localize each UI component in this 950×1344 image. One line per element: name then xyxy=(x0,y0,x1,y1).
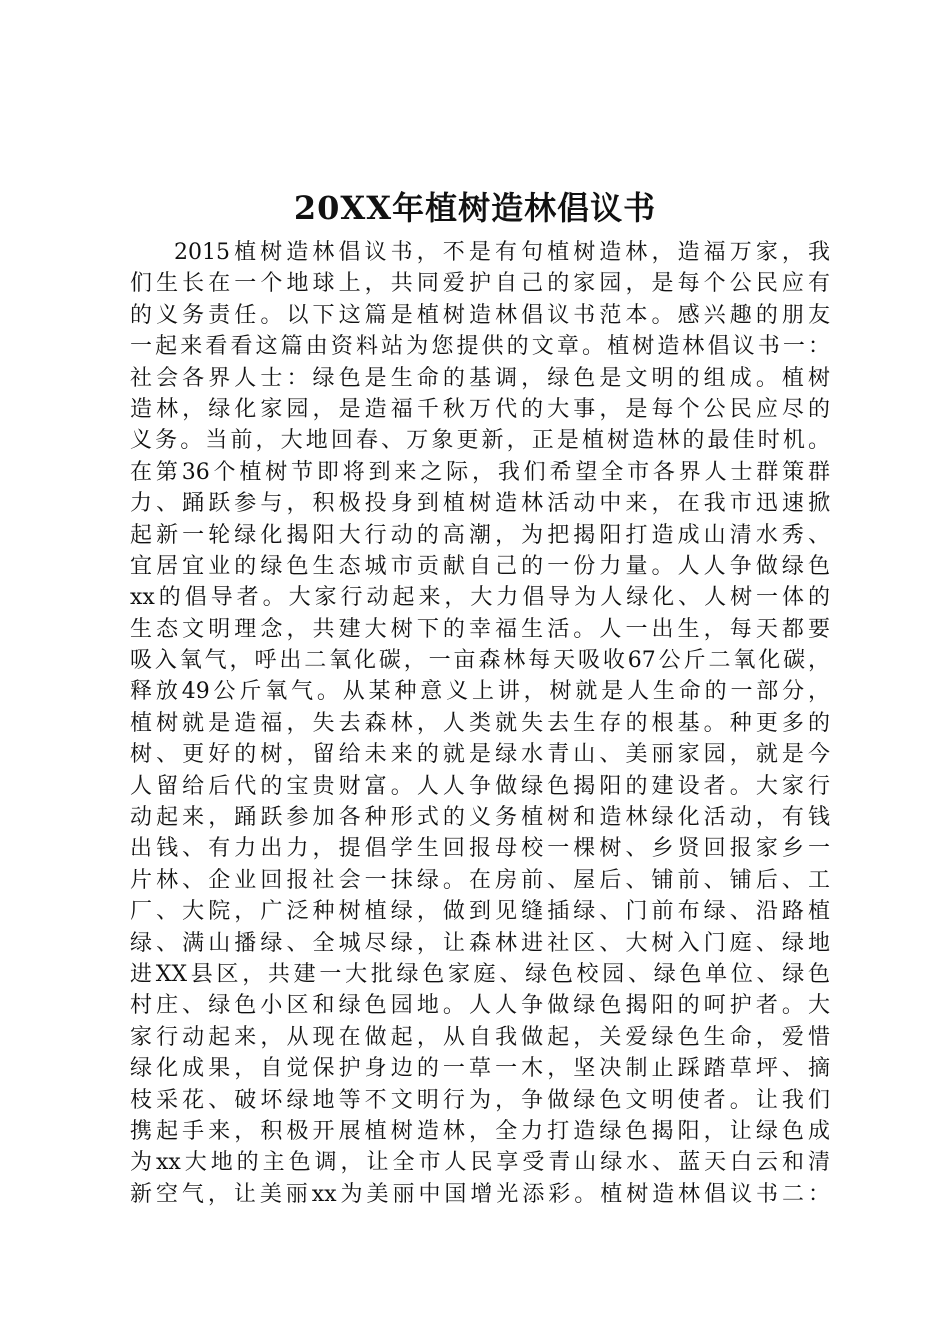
body-line: 生态文明理念，共建大树下的幸福生活。人一出生，每天都要 xyxy=(130,616,830,642)
body-line: 义务。当前，大地回春、万象更新，正是植树造林的最佳时机。 xyxy=(130,428,830,454)
body-line: 吸入氧气，呼出二氧化碳，一亩森林每天吸收67公斤二氧化碳， xyxy=(130,648,830,674)
body-line: 树、更好的树，留给未来的就是绿水青山、美丽家园，就是今 xyxy=(130,742,830,768)
body-line: 新空气，让美丽xx为美丽中国增光添彩。植树造林倡议书二： xyxy=(130,1181,830,1207)
body-line: 在第36个植树节即将到来之际，我们希望全市各界人士群策群 xyxy=(130,459,830,485)
body-line: 绿化成果，自觉保护身边的一草一木，坚决制止踩踏草坪、摘 xyxy=(130,1056,830,1082)
body-line: 为xx大地的主色调，让全市人民享受青山绿水、蓝天白云和清 xyxy=(130,1150,830,1176)
body-line: 村庄、绿色小区和绿色园地。人人争做绿色揭阳的呵护者。大 xyxy=(130,993,830,1019)
body-line: 人留给后代的宝贵财富。人人争做绿色揭阳的建设者。大家行 xyxy=(130,773,830,799)
body-line: 力、踊跃参与，积极投身到植树造林活动中来，在我市迅速掀 xyxy=(130,491,830,517)
body-line: 携起手来，积极开展植树造林，全力打造绿色揭阳，让绿色成 xyxy=(130,1118,830,1144)
body-line: 宜居宜业的绿色生态城市贡献自己的一份力量。人人争做绿色 xyxy=(130,553,830,579)
body-line: 2015植树造林倡议书，不是有句植树造林，造福万家，我 xyxy=(174,240,830,265)
body-line: 动起来，踊跃参加各种形式的义务植树和造林绿化活动，有钱 xyxy=(130,805,830,831)
body-line: 们生长在一个地球上，共同爱护自己的家园，是每个公民应有 xyxy=(130,271,830,297)
body-line: 家行动起来，从现在做起，从自我做起，关爱绿色生命，爱惜 xyxy=(130,1024,830,1050)
body-line: 一起来看看这篇由资料站为您提供的文章。植树造林倡议书一： xyxy=(130,334,830,360)
body-line: 进XX县区，共建一大批绿色家庭、绿色校园、绿色单位、绿色 xyxy=(130,961,830,987)
document-body xyxy=(130,237,830,1210)
body-line: 造林，绿化家园，是造福千秋万代的大事，是每个公民应尽的 xyxy=(130,396,830,422)
body-line: 厂、大院，广泛种树植绿，做到见缝插绿、门前布绿、沿路植 xyxy=(130,899,830,925)
body-line: 绿、满山播绿、全城尽绿，让森林进社区、大树入门庭、绿地 xyxy=(130,930,830,956)
body-line: 社会各界人士：绿色是生命的基调，绿色是文明的组成。植树 xyxy=(130,365,830,391)
body-line: 植树就是造福，失去森林，人类就失去生存的根基。种更多的 xyxy=(130,710,830,736)
body-line: 释放49公斤氧气。从某种意义上讲，树就是人生命的一部分， xyxy=(130,679,830,705)
body-line: xx的倡导者。大家行动起来，大力倡导为人绿化、人树一体的 xyxy=(130,585,830,611)
body-line: 出钱、有力出力，提倡学生回报母校一棵树、乡贤回报家乡一 xyxy=(130,836,830,862)
body-line: 的义务责任。以下这篇是植树造林倡议书范本。感兴趣的朋友 xyxy=(130,302,830,328)
body-line: 枝采花、破坏绿地等不文明行为，争做绿色文明使者。让我们 xyxy=(130,1087,830,1113)
body-line: 起新一轮绿化揭阳大行动的高潮，为把揭阳打造成山清水秀、 xyxy=(130,522,830,548)
document-title: 20XX年植树造林倡议书 xyxy=(293,189,657,227)
body-line: 片林、企业回报社会一抹绿。在房前、屋后、铺前、铺后、工 xyxy=(130,867,830,893)
